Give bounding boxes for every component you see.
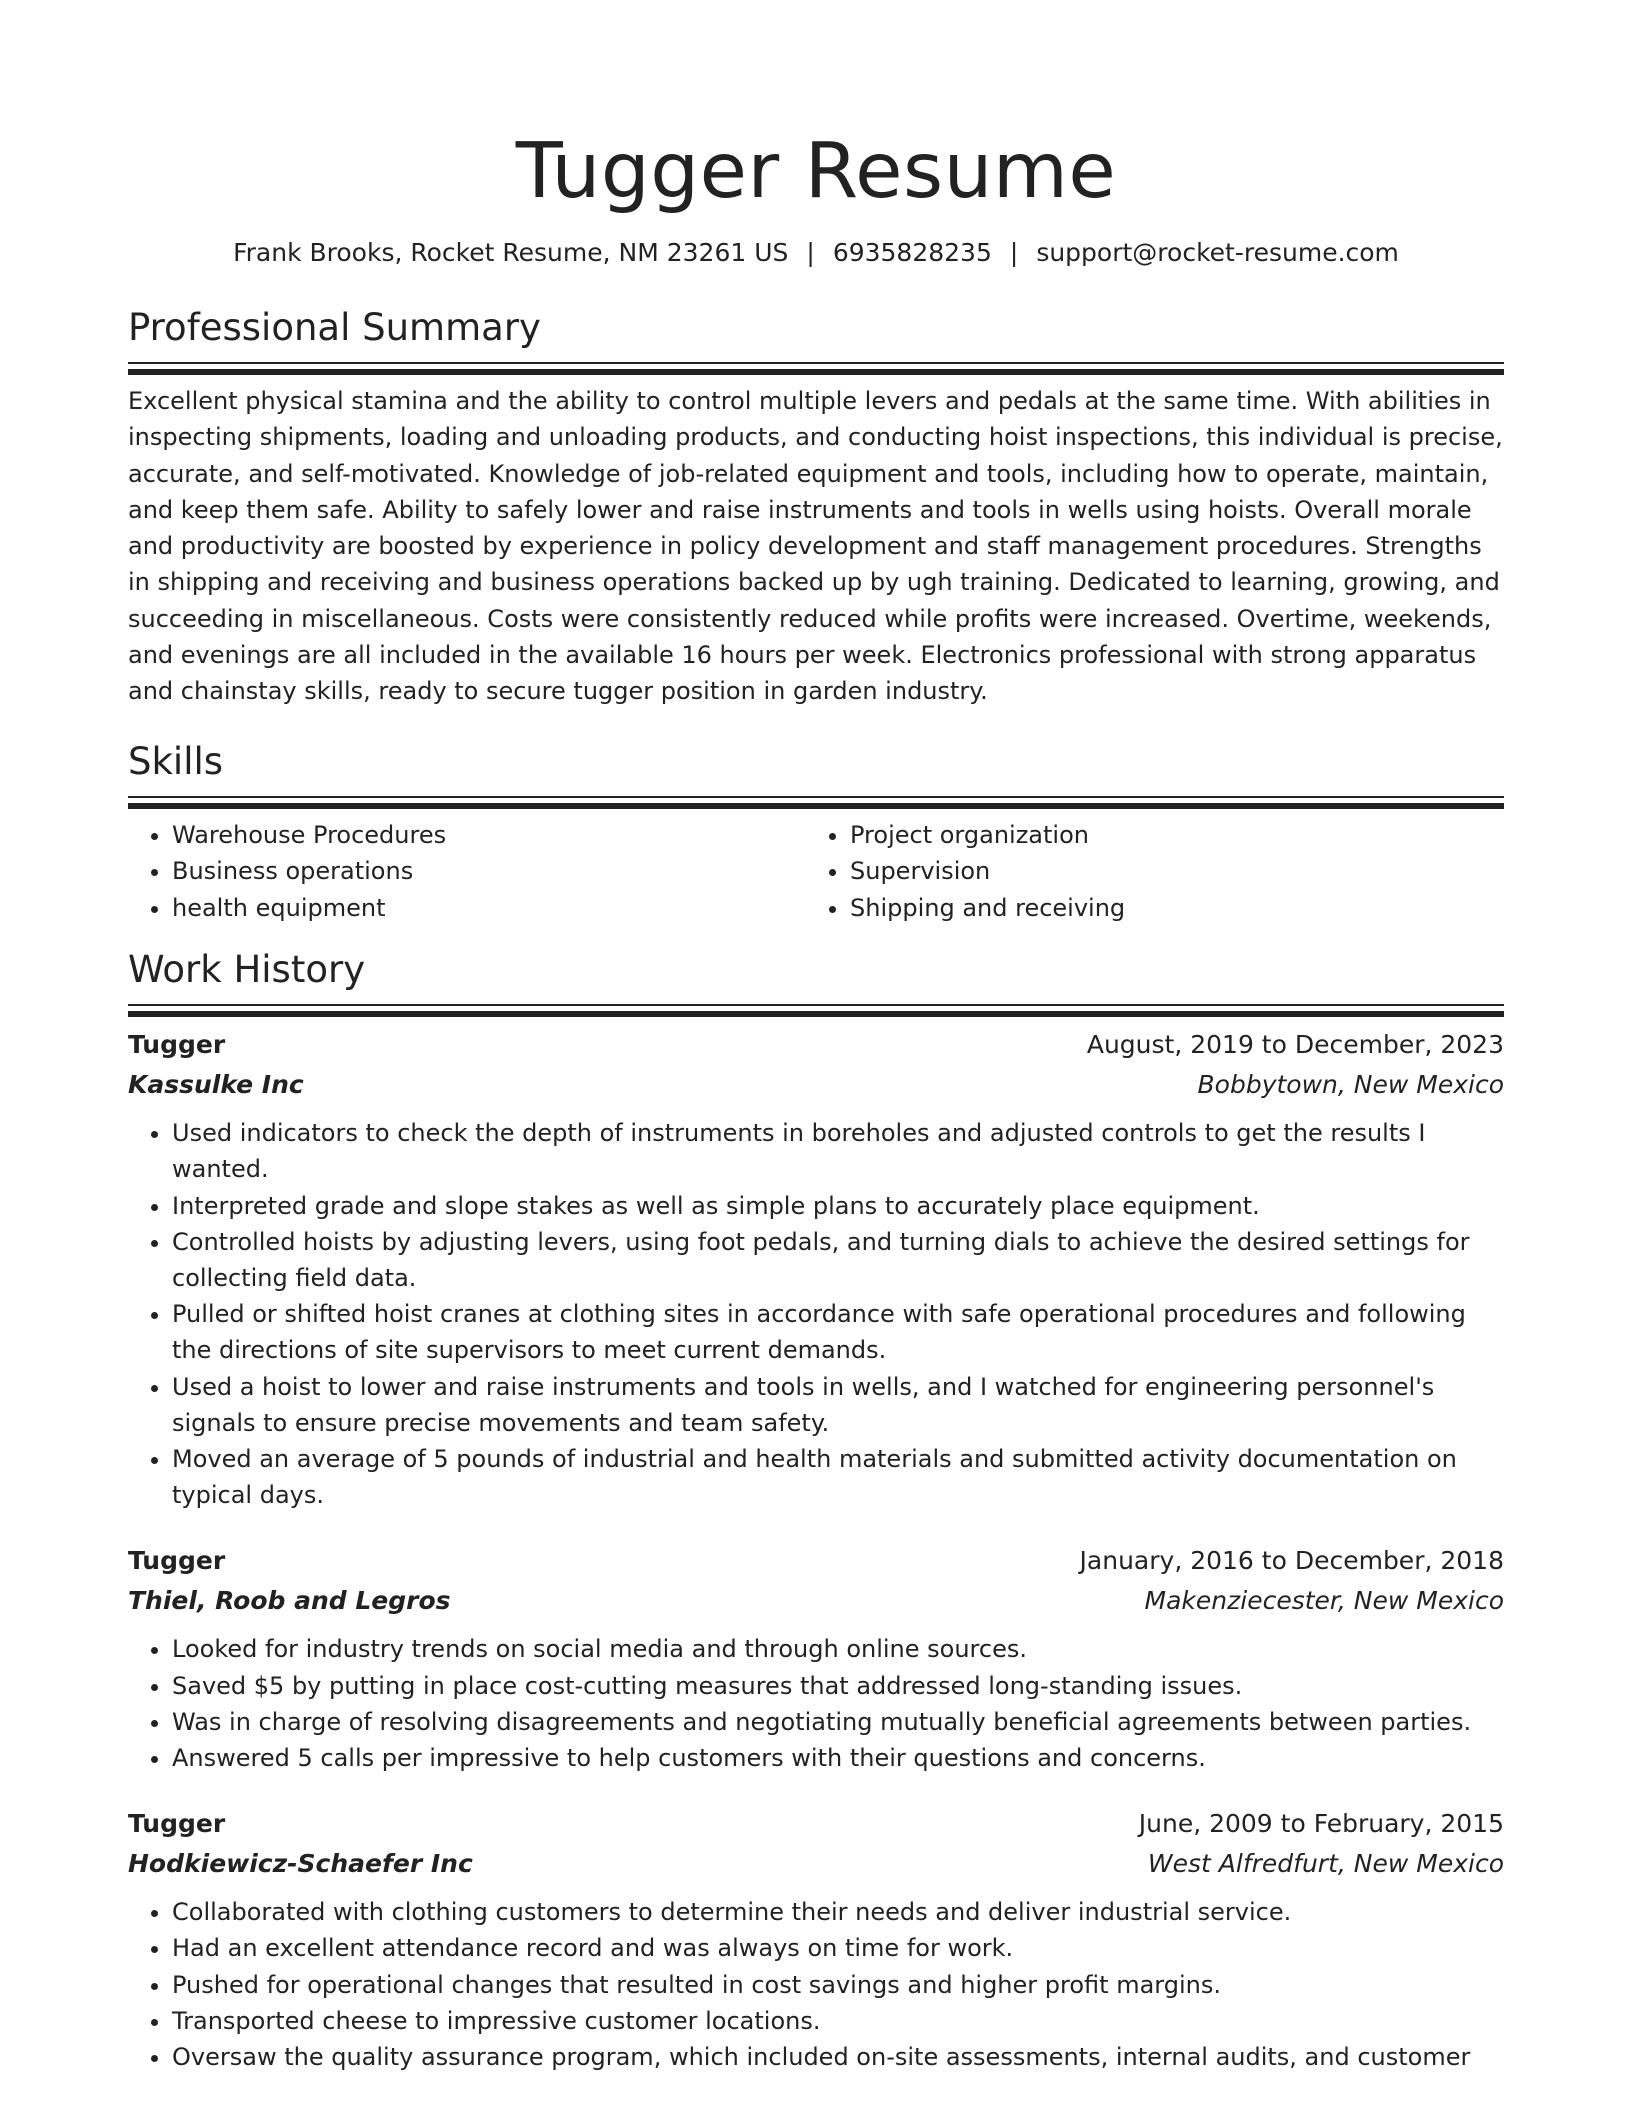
skill-item: • Warehouse Procedures [172, 817, 806, 854]
job-bullet: • Used indicators to check the depth of instruments in boreholes and adjusted controls to get the results I wanted. [172, 1115, 1504, 1187]
skills-list-left [128, 817, 806, 927]
summary-heading: Professional Summary [128, 306, 541, 349]
job-company: Hodkiewicz-Schaefer Inc [128, 1849, 473, 1879]
job-bullet: • Had an excellent attendance record and was always on time for work. [172, 1930, 1504, 1966]
skills-list-right [806, 817, 1484, 927]
job-company: Thiel, Roob and Legros [128, 1586, 451, 1616]
job-entry [128, 1541, 1504, 1776]
job-header [128, 1541, 1504, 1581]
skill-item: • Project organization [850, 817, 1484, 854]
skills-section [128, 738, 1504, 927]
job-bullets [128, 1894, 1504, 2075]
job-dates: June, 2009 to February, 2015 [1138, 1809, 1504, 1839]
job-bullet: • Saved $5 by putting in place cost-cutting measures that addressed long-standing issues. [172, 1668, 1504, 1704]
skills-columns [128, 817, 1504, 927]
skill-item: • Supervision [850, 853, 1484, 890]
skill-item: • Business operations [172, 853, 806, 890]
job-bullets [128, 1115, 1504, 1513]
job-subheader [128, 1581, 1504, 1621]
resume-page [128, 0, 1504, 2075]
job-location: Bobbytown, New Mexico [1197, 1070, 1504, 1100]
skill-item: • Shipping and receiving [850, 890, 1484, 927]
summary-text: Excellent physical stamina and the ability to control multiple levers and pedals at the same time. With abilities in inspecting shipments, loading and unloading products, and conducting hoist inspections, this individual is precise, accurate, and self-motivated. Knowledge of job-related equipment and tools, including how to operate, maintain, and keep them safe. Ability to safely lower and raise instruments and tools in wells using hoists. Overall morale and productivity are boosted by experience in policy development and staff management procedures. Strengths in shipping and receiving and business operations backed up by ugh training. Dedicated to learning, growing, and succeeding in miscellaneous. Costs were consistently reduced while profits were increased. Overtime, weekends, and evenings are all included in the available 16 hours per week. Electronics professional with strong apparatus and chainstay skills, ready to secure tugger position in garden industry. [128, 387, 1503, 706]
job-bullet: • Collaborated with clothing customers to determine their needs and deliver industrial service. [172, 1894, 1504, 1930]
job-title: Tugger [128, 1809, 226, 1839]
job-bullet: • Pulled or shifted hoist cranes at clothing sites in accordance with safe operational procedures and following the directions of site supervisors to meet current demands. [172, 1296, 1504, 1368]
job-bullet: • Controlled hoists by adjusting levers, using foot pedals, and turning dials to achieve the desired settings for collecting field data. [172, 1224, 1504, 1296]
job-subheader [128, 1065, 1504, 1105]
work-history-section [128, 946, 1504, 2075]
job-header [128, 1804, 1504, 1844]
job-header [128, 1025, 1504, 1065]
work-history-heading: Work History [128, 948, 366, 992]
job-title: Tugger [128, 1030, 226, 1060]
skill-item: • health equipment [172, 890, 806, 927]
job-bullet: • Was in charge of resolving disagreements and negotiating mutually beneficial agreements between parties. [172, 1704, 1504, 1740]
summary-section [128, 304, 1504, 710]
job-bullet: • Transported cheese to impressive customer locations. [172, 2003, 1504, 2039]
contact-separator: | [1009, 238, 1019, 267]
job-bullet: • Pushed for operational changes that resulted in cost savings and higher profit margins. [172, 1967, 1504, 2003]
job-bullet: • Answered 5 calls per impressive to help customers with their questions and concerns. [172, 1740, 1504, 1776]
job-bullet: • Oversaw the quality assurance program, which included on-site assessments, internal audits, and customer [172, 2039, 1504, 2075]
contact-email: support@rocket-resume.com [1036, 238, 1399, 267]
job-subheader [128, 1844, 1504, 1884]
job-bullet: • Interpreted grade and slope stakes as well as simple plans to accurately place equipment. [172, 1188, 1504, 1224]
section-divider [128, 796, 1504, 803]
job-bullet: • Looked for industry trends on social media and through online sources. [172, 1631, 1504, 1667]
resume-title: Tugger Resume [515, 127, 1117, 216]
job-company: Kassulke Inc [128, 1070, 304, 1100]
job-bullet: • Used a hoist to lower and raise instruments and tools in wells, and I watched for engineering personnel's signals to ensure precise movements and team safety. [172, 1369, 1504, 1441]
job-entry [128, 1804, 1504, 2075]
section-divider [128, 362, 1504, 369]
job-dates: January, 2016 to December, 2018 [1079, 1546, 1504, 1576]
job-entry [128, 1025, 1504, 1513]
contact-phone: 6935828235 [832, 238, 992, 267]
contact-separator: | [806, 238, 815, 267]
skills-heading: Skills [128, 739, 224, 783]
job-bullet: • Moved an average of 5 pounds of industrial and health materials and submitted activity documentation on typical days. [172, 1441, 1504, 1513]
section-divider [128, 1004, 1504, 1011]
contact-line [128, 236, 1504, 270]
job-bullets [128, 1631, 1504, 1776]
contact-address: Frank Brooks, Rocket Resume, NM 23261 US [233, 238, 789, 267]
job-location: West Alfredfurt, New Mexico [1147, 1849, 1504, 1879]
job-dates: August, 2019 to December, 2023 [1086, 1030, 1504, 1060]
job-location: Makenziecester, New Mexico [1144, 1586, 1504, 1616]
job-title: Tugger [128, 1546, 226, 1576]
